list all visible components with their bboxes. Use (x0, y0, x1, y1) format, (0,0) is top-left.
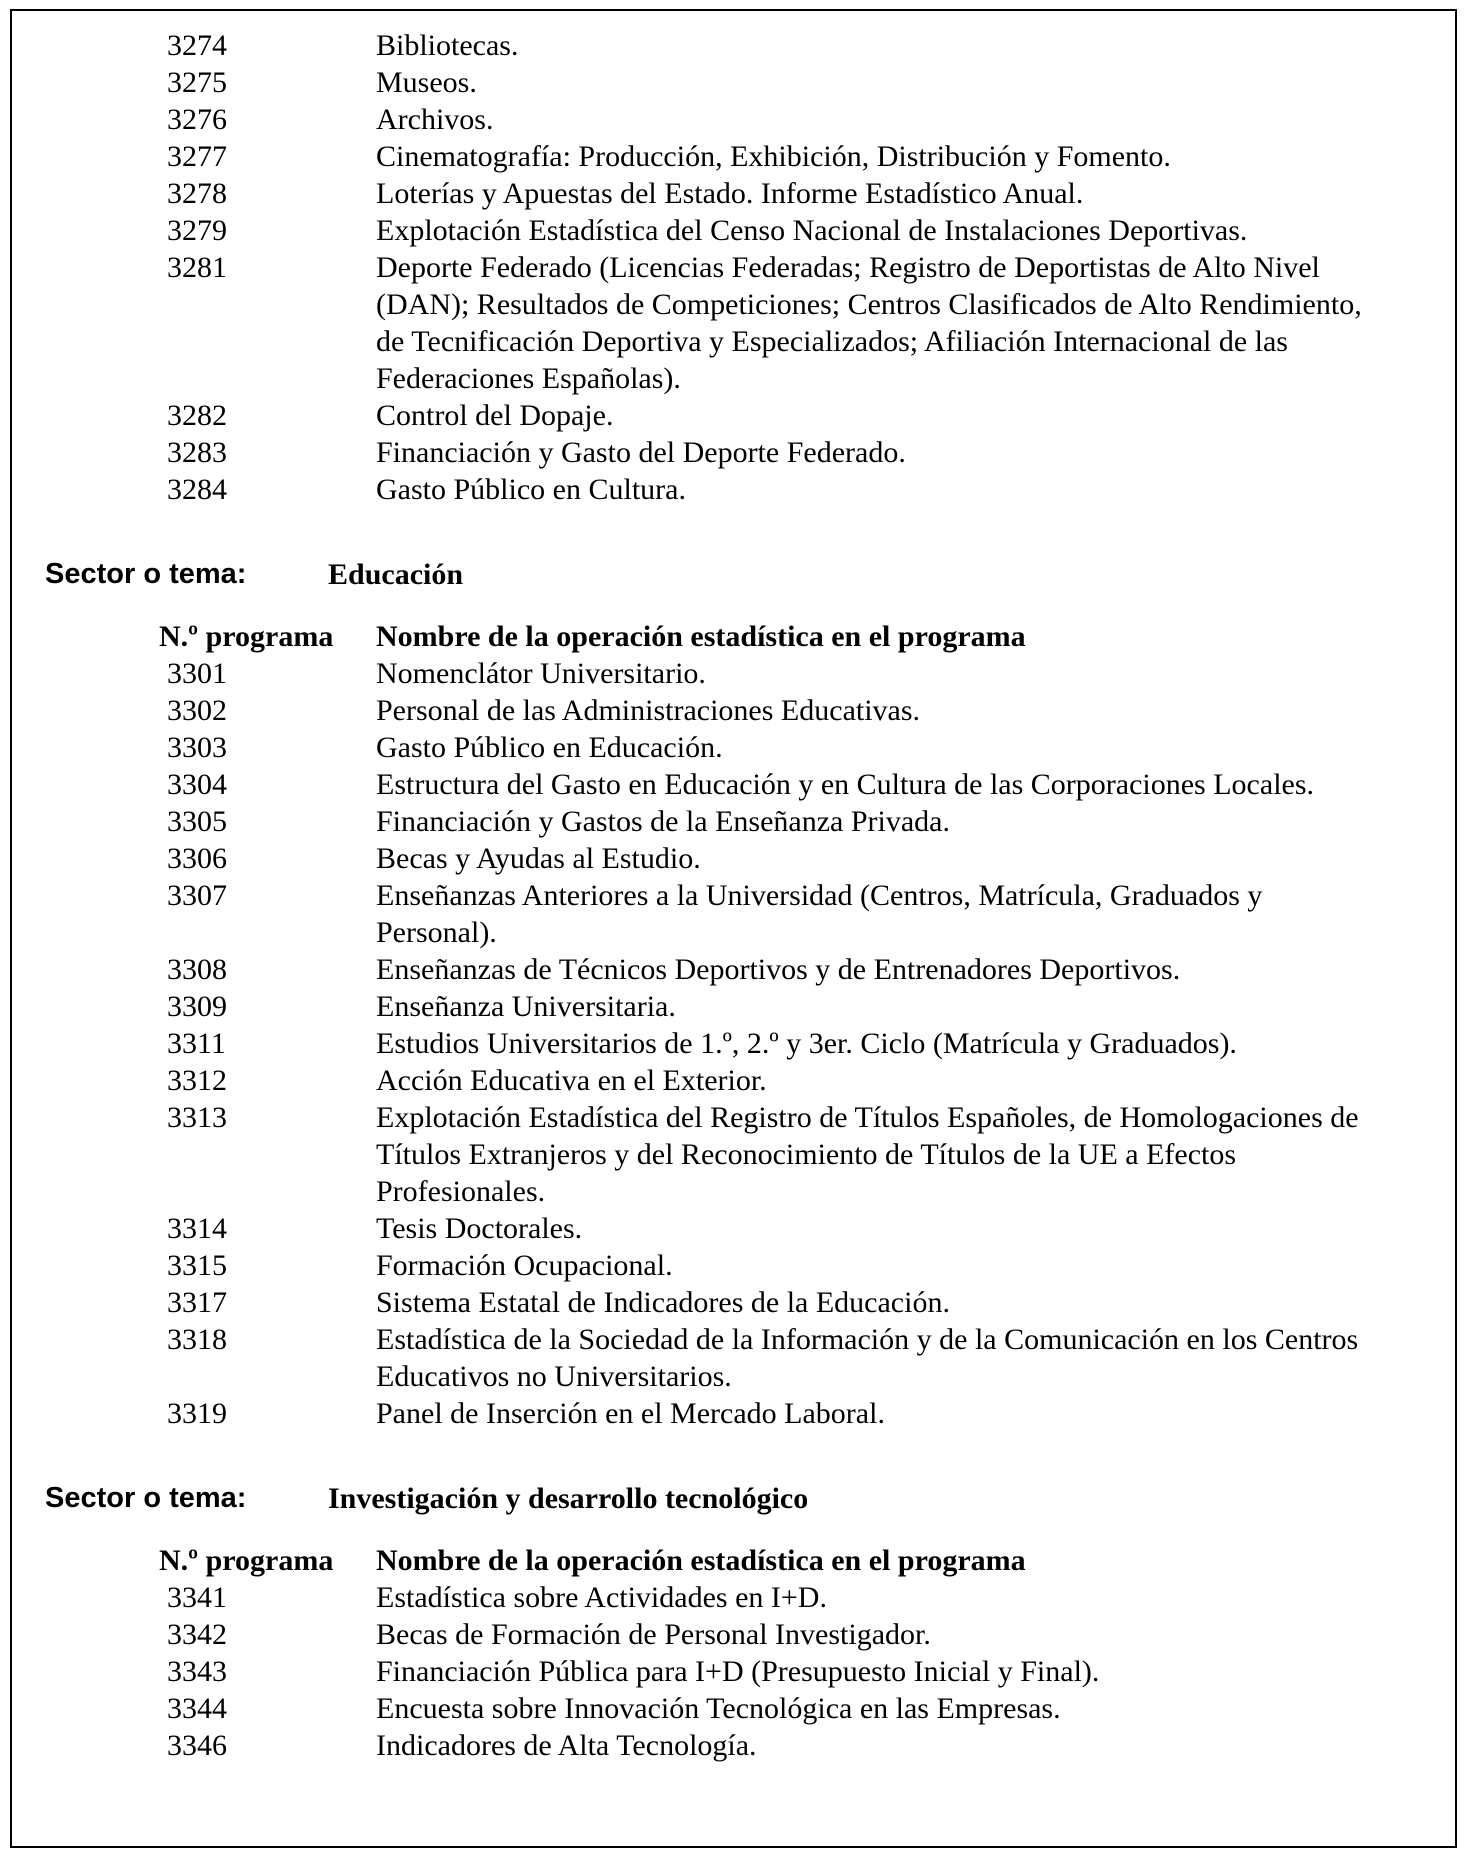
program-row (12, 1025, 1452, 1062)
program-row (12, 1099, 1452, 1136)
program-name: Bibliotecas. (376, 29, 519, 62)
program-row (12, 471, 1452, 508)
program-name: Formación Ocupacional. (376, 1249, 673, 1282)
program-row (12, 249, 1452, 286)
program-number: 3275 (167, 66, 227, 99)
column-header-number: N.º programa (159, 1544, 334, 1577)
program-number: 3279 (167, 214, 227, 247)
program-number: 3341 (167, 1581, 227, 1614)
page-frame (10, 9, 1457, 1848)
program-name: Loterías y Apuestas del Estado. Informe Estadístico Anual. (376, 177, 1084, 210)
program-row (12, 27, 1452, 64)
program-name: Becas y Ayudas al Estudio. (376, 842, 701, 875)
program-name: Acción Educativa en el Exterior. (376, 1064, 767, 1097)
program-name: Explotación Estadística del Registro de Títulos Españoles, de Homologaciones de (376, 1101, 1359, 1134)
program-row (12, 1616, 1452, 1653)
program-number: 3277 (167, 140, 227, 173)
program-number: 3301 (167, 657, 227, 690)
program-row (12, 64, 1452, 101)
program-name: Profesionales. (376, 1175, 546, 1208)
program-row (12, 101, 1452, 138)
program-name: de Tecnificación Deportiva y Especializados; Afiliación Internacional de las (376, 325, 1288, 358)
program-name: Financiación y Gasto del Deporte Federado. (376, 436, 906, 469)
program-name: Sistema Estatal de Indicadores de la Educación. (376, 1286, 950, 1319)
program-number: 3306 (167, 842, 227, 875)
program-number: 3276 (167, 103, 227, 136)
program-row (12, 1690, 1452, 1727)
program-row (12, 286, 1452, 323)
program-number: 3274 (167, 29, 227, 62)
sector-value: Investigación y desarrollo tecnológico (328, 1482, 809, 1515)
program-number: 3313 (167, 1101, 227, 1134)
program-number: 3283 (167, 436, 227, 469)
sector-value: Educación (328, 558, 464, 591)
program-name: Enseñanza Universitaria. (376, 990, 676, 1023)
program-number: 3308 (167, 953, 227, 986)
program-row (12, 1395, 1452, 1432)
program-number: 3314 (167, 1212, 227, 1245)
program-name: Nomenclátor Universitario. (376, 657, 706, 690)
program-number: 3317 (167, 1286, 227, 1319)
program-row (12, 1358, 1452, 1395)
sector-heading (12, 1480, 1452, 1517)
program-number: 3307 (167, 879, 227, 912)
program-number: 3312 (167, 1064, 227, 1097)
program-row (12, 840, 1452, 877)
program-row (12, 1284, 1452, 1321)
program-row (12, 1321, 1452, 1358)
program-number: 3303 (167, 731, 227, 764)
program-number: 3344 (167, 1692, 227, 1725)
program-row (12, 138, 1452, 175)
program-name: Tesis Doctorales. (376, 1212, 583, 1245)
sector-label: Sector o tema: (45, 1482, 247, 1514)
program-name: Explotación Estadística del Censo Nacional de Instalaciones Deportivas. (376, 214, 1248, 247)
program-number: 3342 (167, 1618, 227, 1651)
program-name: Personal de las Administraciones Educativas. (376, 694, 921, 727)
program-number: 3302 (167, 694, 227, 727)
program-row (12, 655, 1452, 692)
program-name: Gasto Público en Educación. (376, 731, 723, 764)
program-row (12, 1136, 1452, 1173)
program-name: Deporte Federado (Licencias Federadas; Registro de Deportistas de Alto Nivel (376, 251, 1320, 284)
program-number: 3315 (167, 1249, 227, 1282)
program-number: 3282 (167, 399, 227, 432)
program-name: Financiación y Gastos de la Enseñanza Privada. (376, 805, 950, 838)
program-name: Indicadores de Alta Tecnología. (376, 1729, 757, 1762)
program-name: Enseñanzas Anteriores a la Universidad (Centros, Matrícula, Graduados y (376, 879, 1263, 912)
column-header-name: Nombre de la operación estadística en el programa (376, 1544, 1026, 1577)
program-row (12, 212, 1452, 249)
program-row (12, 434, 1452, 471)
program-row (12, 1247, 1452, 1284)
program-name: Estructura del Gasto en Educación y en Cultura de las Corporaciones Locales. (376, 768, 1315, 801)
program-name: Museos. (376, 66, 477, 99)
program-row (12, 1173, 1452, 1210)
program-name: Cinematografía: Producción, Exhibición, Distribución y Fomento. (376, 140, 1171, 173)
program-row (12, 692, 1452, 729)
program-row (12, 323, 1452, 360)
program-name: Panel de Inserción en el Mercado Laboral. (376, 1397, 885, 1430)
program-name: Control del Dopaje. (376, 399, 614, 432)
sector-heading (12, 556, 1452, 593)
sector-label: Sector o tema: (45, 558, 247, 590)
program-name: Enseñanzas de Técnicos Deportivos y de Entrenadores Deportivos. (376, 953, 1181, 986)
program-row (12, 1579, 1452, 1616)
program-number: 3318 (167, 1323, 227, 1356)
program-name: Educativos no Universitarios. (376, 1360, 732, 1393)
program-row (12, 397, 1452, 434)
program-number: 3319 (167, 1397, 227, 1430)
program-name: (DAN); Resultados de Competiciones; Centros Clasificados de Alto Rendimiento, (376, 288, 1362, 321)
program-name: Encuesta sobre Innovación Tecnológica en las Empresas. (376, 1692, 1061, 1725)
program-row (12, 1062, 1452, 1099)
program-row (12, 803, 1452, 840)
program-number: 3309 (167, 990, 227, 1023)
program-name: Estudios Universitarios de 1.º, 2.º y 3er. Ciclo (Matrícula y Graduados). (376, 1027, 1237, 1060)
program-number: 3284 (167, 473, 227, 506)
program-number: 3304 (167, 768, 227, 801)
program-row (12, 988, 1452, 1025)
program-name: Federaciones Españolas). (376, 362, 681, 395)
program-row (12, 729, 1452, 766)
program-row (12, 914, 1452, 951)
program-number: 3278 (167, 177, 227, 210)
program-row (12, 766, 1452, 803)
program-name: Estadística de la Sociedad de la Información y de la Comunicación en los Centros (376, 1323, 1359, 1356)
program-name: Personal). (376, 916, 497, 949)
program-row (12, 175, 1452, 212)
program-row (12, 877, 1452, 914)
program-number: 3311 (167, 1027, 226, 1060)
column-header-row (12, 618, 1452, 655)
program-row (12, 951, 1452, 988)
program-name: Estadística sobre Actividades en I+D. (376, 1581, 827, 1614)
program-row (12, 1210, 1452, 1247)
program-name: Becas de Formación de Personal Investigador. (376, 1618, 931, 1651)
column-header-name: Nombre de la operación estadística en el programa (376, 620, 1026, 653)
program-name: Financiación Pública para I+D (Presupuesto Inicial y Final). (376, 1655, 1100, 1688)
program-name: Títulos Extranjeros y del Reconocimiento de Títulos de la UE a Efectos (376, 1138, 1237, 1171)
program-number: 3346 (167, 1729, 227, 1762)
column-header-row (12, 1542, 1452, 1579)
program-name: Archivos. (376, 103, 494, 136)
program-row (12, 1653, 1452, 1690)
program-name: Gasto Público en Cultura. (376, 473, 686, 506)
column-header-number: N.º programa (159, 620, 334, 653)
program-number: 3281 (167, 251, 227, 284)
program-number: 3343 (167, 1655, 227, 1688)
program-number: 3305 (167, 805, 227, 838)
program-row (12, 1727, 1452, 1764)
program-row (12, 360, 1452, 397)
